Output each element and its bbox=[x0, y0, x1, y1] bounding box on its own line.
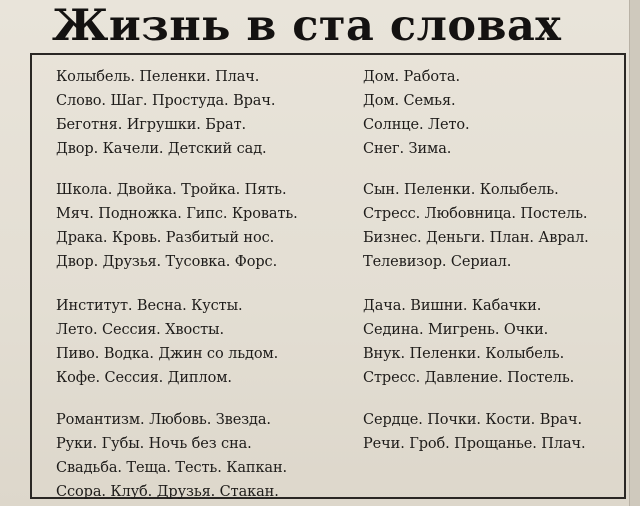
poem-line: Бизнес. Деньги. План. Аврал. bbox=[363, 230, 589, 246]
stanza bbox=[56, 178, 298, 274]
stanza bbox=[363, 408, 586, 456]
poem-line: Лето. Сессия. Хвосты. bbox=[56, 322, 225, 338]
poem-line: Сердце. Почки. Кости. Врач. bbox=[363, 412, 582, 428]
poem-line: Солнце. Лето. bbox=[363, 117, 470, 133]
stanza bbox=[56, 65, 275, 161]
poem-line: Романтизм. Любовь. Звезда. bbox=[56, 412, 271, 428]
poem-line: Сын. Пеленки. Колыбель. bbox=[363, 182, 559, 198]
poem-line: Свадьба. Теща. Тесть. Капкан. bbox=[56, 460, 288, 476]
poem-line: Двор. Друзья. Тусовка. Форс. bbox=[56, 254, 278, 270]
poem-line: Колыбель. Пеленки. Плач. bbox=[56, 69, 260, 85]
poem-line: Пиво. Водка. Джин со льдом. bbox=[56, 346, 279, 362]
poem-line: Двор. Качели. Детский сад. bbox=[56, 141, 267, 157]
poem-line: Драка. Кровь. Разбитый нос. bbox=[56, 230, 275, 246]
poem-line: Речи. Гроб. Прощанье. Плач. bbox=[363, 436, 586, 452]
poem-line: Беготня. Игрушки. Брат. bbox=[56, 117, 247, 133]
poem-line: Дом. Работа. bbox=[363, 69, 460, 85]
poem-line: Школа. Двойка. Тройка. Пять. bbox=[56, 182, 287, 198]
poem-line: Ссора. Клуб. Друзья. Стакан. bbox=[56, 484, 279, 500]
poem-line: Снег. Зима. bbox=[363, 141, 452, 157]
stanza bbox=[363, 178, 589, 274]
poem-line: Стресс. Любовница. Постель. bbox=[363, 206, 588, 222]
poem-line: Стресс. Давление. Постель. bbox=[363, 370, 575, 386]
poem-line: Институт. Весна. Кусты. bbox=[56, 298, 243, 314]
poem-line: Седина. Мигрень. Очки. bbox=[363, 322, 549, 338]
stanza bbox=[363, 294, 574, 390]
poem-line: Руки. Губы. Ночь без сна. bbox=[56, 436, 252, 452]
stanza bbox=[56, 294, 278, 390]
poem-frame bbox=[30, 53, 626, 499]
stanza bbox=[363, 65, 470, 161]
poem-line: Дом. Семья. bbox=[363, 93, 456, 109]
poem-line: Кофе. Сессия. Диплом. bbox=[56, 370, 232, 386]
poem-line: Слово. Шаг. Простуда. Врач. bbox=[56, 93, 276, 109]
poem-line: Мяч. Подножка. Гипс. Кровать. bbox=[56, 206, 298, 222]
adjacent-column-edge bbox=[629, 0, 640, 506]
poem-line: Дача. Вишни. Кабачки. bbox=[363, 298, 542, 314]
stanza bbox=[56, 408, 287, 504]
page-title: Жизнь в ста словах bbox=[52, 1, 562, 51]
poem-line: Телевизор. Сериал. bbox=[363, 254, 512, 270]
poem-line: Внук. Пеленки. Колыбель. bbox=[363, 346, 565, 362]
